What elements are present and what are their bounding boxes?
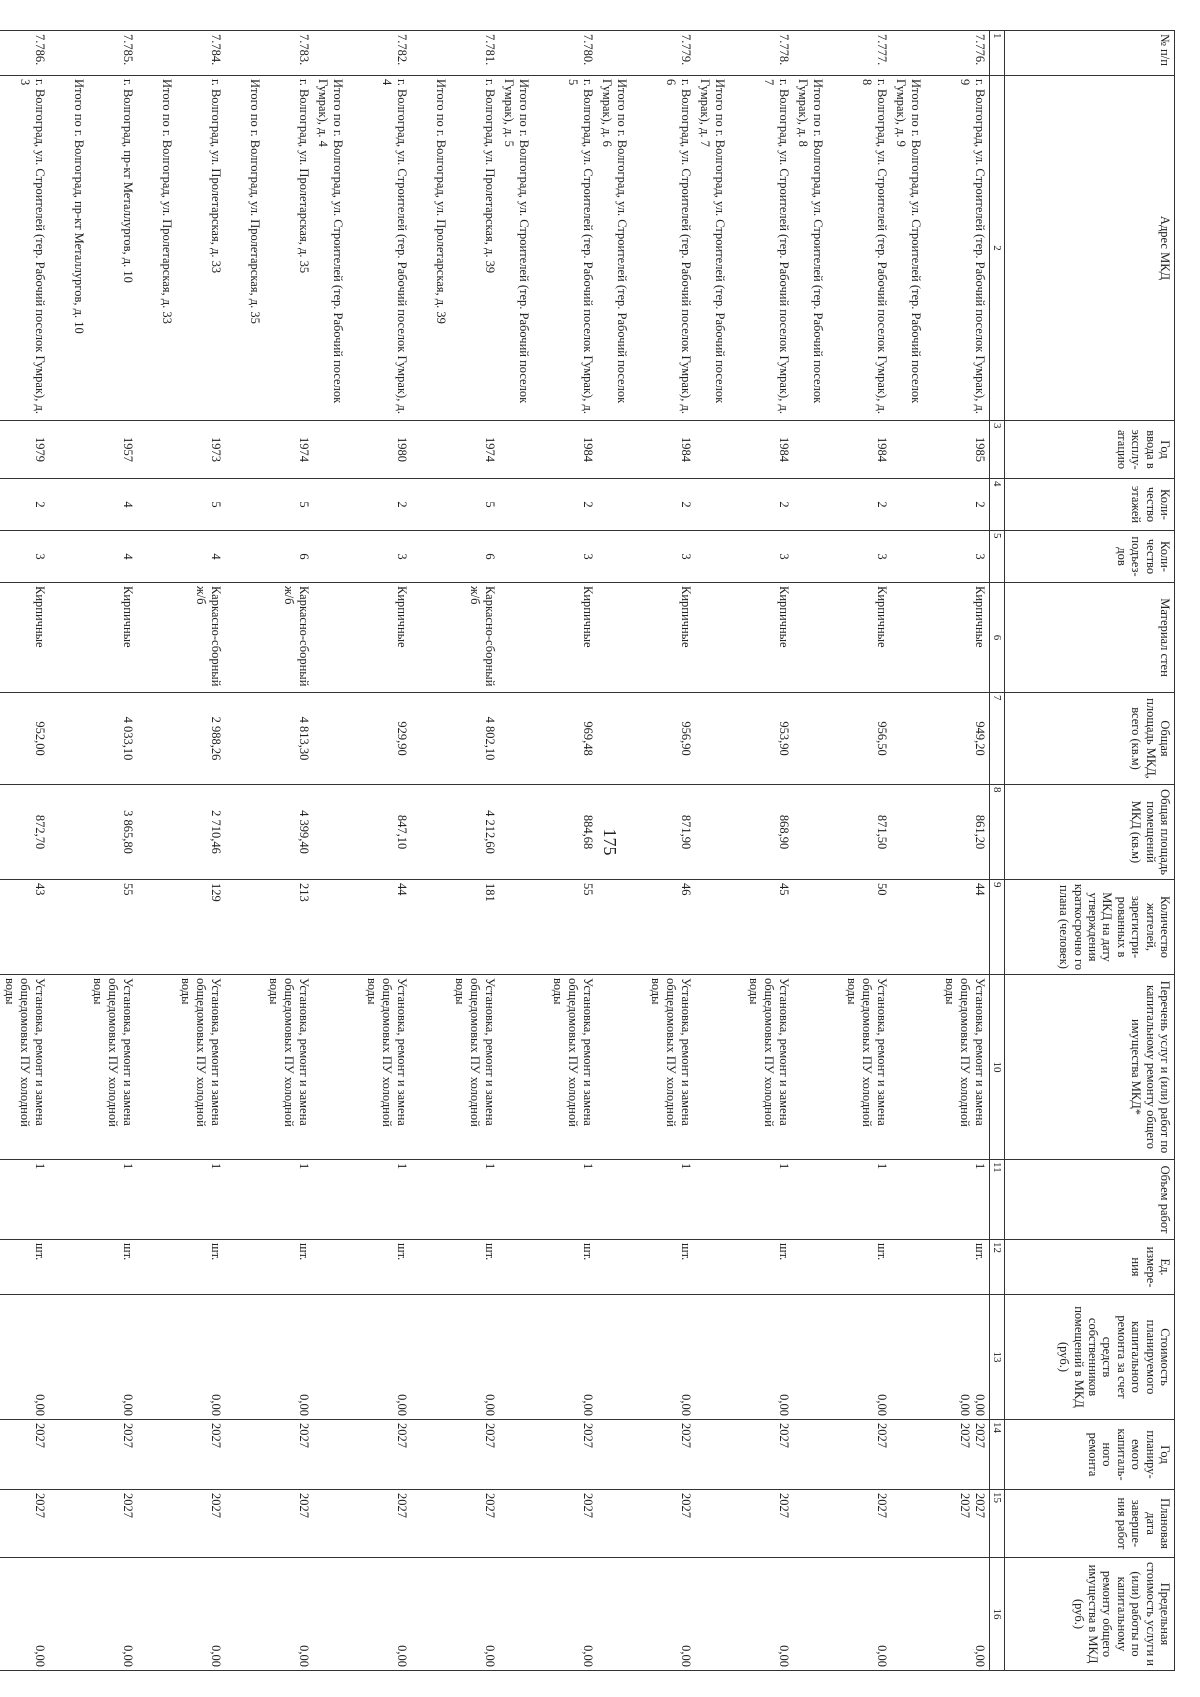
- row-entrances: 3: [891, 531, 990, 583]
- row-limit: 0,00: [225, 1558, 313, 1671]
- row-end-date: 2027: [679, 1493, 693, 1518]
- row-cost-cell: [0, 1295, 49, 1420]
- row-entrances: 3: [313, 531, 411, 583]
- row-total-area: 929,90: [313, 693, 411, 785]
- capital-repair-table: [0, 30, 1175, 1671]
- row-total-label: Итого по г. Волгоград, ул. Пролетарская, д. 35: [248, 79, 262, 324]
- col-header-6: Материал стен: [1005, 583, 1175, 693]
- row-plan-year: 2027: [121, 1423, 135, 1448]
- capital-repair-table-wrapper: [3, 30, 1175, 1670]
- row-volume: 1: [411, 1160, 499, 1240]
- page-number: 175: [600, 828, 620, 856]
- table-body: [0, 31, 990, 1671]
- row-premises-area: 3 865,80: [49, 785, 137, 880]
- row-total-label: Итого по г. Волгоград, ул. Строителей (тер. Рабочий поселок Гумрак), д. 6: [600, 79, 629, 404]
- row-number: 7.786.: [0, 31, 49, 76]
- row-unit: шт.: [411, 1240, 499, 1295]
- row-material: Кирпичные: [499, 583, 597, 693]
- row-work: Установка, ремонт и замена общедомовых ПУ холодной воды: [597, 975, 695, 1160]
- row-premises-area: 4 212,60: [411, 785, 499, 880]
- row-floors: 5: [137, 479, 225, 531]
- col-number-4: 4: [990, 479, 1005, 531]
- row-plan-year: 2027: [679, 1423, 693, 1448]
- table-header: [990, 31, 1175, 1671]
- row-premises-area: 4 399,40: [225, 785, 313, 880]
- row-year: 1973: [137, 421, 225, 479]
- row-limit: 0,00: [137, 1558, 225, 1671]
- row-floors: 2: [313, 479, 411, 531]
- row-material: Каркасно-сборный ж/б: [137, 583, 225, 693]
- row-number: 7.776.: [891, 31, 990, 76]
- row-unit: шт.: [225, 1240, 313, 1295]
- row-address-cell: [499, 76, 597, 421]
- row-total-label: Итого по г. Волгоград, ул. Строителей (тер. Рабочий поселок Гумрак), д. 8: [796, 79, 825, 404]
- row-total-area: 2 988,26: [137, 693, 225, 785]
- row-cost-total: 0,00: [958, 1394, 972, 1416]
- row-volume: 1: [695, 1160, 793, 1240]
- col-number-3: 3: [990, 421, 1005, 479]
- col-header-2: Адрес МКД: [1005, 76, 1175, 421]
- row-address: г. Волгоград, ул. Строителей (тер. Рабочий поселок Гумрак), д. 9: [958, 79, 987, 414]
- row-cost: 0,00: [395, 1394, 409, 1416]
- row-plan-year-cell: [225, 1420, 313, 1490]
- row-plan-year-cell: [49, 1420, 137, 1490]
- row-unit: шт.: [499, 1240, 597, 1295]
- table-row: [499, 31, 597, 1671]
- row-limit: 0,00: [0, 1558, 49, 1671]
- row-end-date-cell: [313, 1490, 411, 1558]
- row-end-date: 2027: [395, 1493, 409, 1518]
- row-residents: 43: [0, 880, 49, 975]
- col-number-14: 14: [990, 1420, 1005, 1490]
- col-number-5: 5: [990, 531, 1005, 583]
- row-premises-area: 872,70: [0, 785, 49, 880]
- row-total-area: 969,48: [499, 693, 597, 785]
- row-cost: 0,00: [973, 1394, 987, 1416]
- row-unit: шт.: [891, 1240, 990, 1295]
- table-row: [695, 31, 793, 1671]
- row-plan-year-total: 2027: [958, 1423, 972, 1448]
- row-volume: 1: [49, 1160, 137, 1240]
- row-cost: 0,00: [777, 1394, 791, 1416]
- row-premises-area: 884,68: [499, 785, 597, 880]
- row-residents: 55: [49, 880, 137, 975]
- row-year: 1974: [411, 421, 499, 479]
- row-number: 7.778.: [695, 31, 793, 76]
- row-volume: 1: [891, 1160, 990, 1240]
- row-number: 7.779.: [597, 31, 695, 76]
- row-work: Установка, ремонт и замена общедомовых ПУ холодной воды: [411, 975, 499, 1160]
- row-end-date-cell: [411, 1490, 499, 1558]
- row-cost: 0,00: [33, 1394, 47, 1416]
- row-plan-year: 2027: [581, 1423, 595, 1448]
- col-number-7: 7: [990, 693, 1005, 785]
- row-end-date: 2027: [483, 1493, 497, 1518]
- row-work: Установка, ремонт и замена общедомовых ПУ холодной воды: [137, 975, 225, 1160]
- row-premises-area: 2 710,46: [137, 785, 225, 880]
- row-address-cell: [695, 76, 793, 421]
- row-address-cell: [597, 76, 695, 421]
- row-number: 7.777.: [793, 31, 891, 76]
- row-address-cell: [225, 76, 313, 421]
- row-plan-year-cell: [597, 1420, 695, 1490]
- row-total-area: 953,90: [695, 693, 793, 785]
- row-entrances: 3: [499, 531, 597, 583]
- row-end-date: 2027: [875, 1493, 889, 1518]
- row-address: г. Волгоград, пр-кт Металлургов, д. 10: [121, 79, 135, 283]
- row-volume: 1: [137, 1160, 225, 1240]
- row-address: г. Волгоград, ул. Строителей (тер. Рабочий поселок Гумрак), д. 4: [380, 79, 409, 414]
- row-volume: 1: [499, 1160, 597, 1240]
- row-unit: шт.: [49, 1240, 137, 1295]
- row-address: г. Волгоград, ул. Строителей (тер. Рабочий поселок Гумрак), д. 5: [566, 79, 595, 414]
- row-premises-area: 847,10: [313, 785, 411, 880]
- row-end-date-cell: [225, 1490, 313, 1558]
- row-end-date-cell: [0, 1490, 49, 1558]
- row-end-date-cell: [49, 1490, 137, 1558]
- row-floors: 2: [597, 479, 695, 531]
- row-limit: 0,00: [499, 1558, 597, 1671]
- row-total-area: 952,00: [0, 693, 49, 785]
- row-material: Каркасно-сборный ж/б: [225, 583, 313, 693]
- row-residents: 129: [137, 880, 225, 975]
- row-cost-cell: [411, 1295, 499, 1420]
- row-end-date: 2027: [121, 1493, 135, 1518]
- row-unit: шт.: [793, 1240, 891, 1295]
- row-entrances: 6: [225, 531, 313, 583]
- table-row: [313, 31, 411, 1671]
- row-year: 1974: [225, 421, 313, 479]
- row-total-area: 949,20: [891, 693, 990, 785]
- row-limit: 0,00: [793, 1558, 891, 1671]
- row-unit: шт.: [695, 1240, 793, 1295]
- row-residents: 45: [695, 880, 793, 975]
- row-total-area: 4 033,10: [49, 693, 137, 785]
- row-floors: 2: [891, 479, 990, 531]
- row-total-label: Итого по г. Волгоград, ул. Пролетарская, д. 39: [434, 79, 448, 324]
- row-address: г. Волгоград, ул. Пролетарская, д. 35: [297, 79, 311, 274]
- row-cost: 0,00: [209, 1394, 223, 1416]
- row-cost: 0,00: [297, 1394, 311, 1416]
- row-cost-cell: [313, 1295, 411, 1420]
- row-material: Кирпичные: [313, 583, 411, 693]
- table-row: [891, 31, 990, 1671]
- row-cost-cell: [793, 1295, 891, 1420]
- row-total-label: Итого по г. Волгоград, ул. Строителей (тер. Рабочий поселок Гумрак), д. 9: [894, 79, 923, 404]
- col-number-10: 10: [990, 975, 1005, 1160]
- row-number: 7.783.: [225, 31, 313, 76]
- table-row: [137, 31, 225, 1671]
- row-residents: 44: [891, 880, 990, 975]
- row-cost: 0,00: [483, 1394, 497, 1416]
- row-total-area: 4 802,10: [411, 693, 499, 785]
- col-header-16: Предельная стоимость услуги и (или) работы по капитальному ремонту общего имущества в МКД (руб.): [1005, 1558, 1175, 1671]
- row-entrances: 3: [695, 531, 793, 583]
- col-header-10: Перечень услуг и (или) работ по капитальному ремонту общего имущества МКД*: [1005, 975, 1175, 1160]
- row-address: г. Волгоград, ул. Строителей (тер. Рабочий поселок Гумрак), д. 3: [18, 79, 47, 414]
- row-cost-cell: [695, 1295, 793, 1420]
- row-work: Установка, ремонт и замена общедомовых ПУ холодной воды: [0, 975, 49, 1160]
- row-cost: 0,00: [875, 1394, 889, 1416]
- col-number-13: 13: [990, 1295, 1005, 1420]
- row-number: 7.785.: [49, 31, 137, 76]
- row-limit: 0,00: [49, 1558, 137, 1671]
- row-plan-year-cell: [695, 1420, 793, 1490]
- row-plan-year: 2027: [33, 1423, 47, 1448]
- row-floors: 2: [0, 479, 49, 531]
- row-year: 1984: [695, 421, 793, 479]
- row-address: г. Волгоград, ул. Пролетарская, д. 39: [483, 79, 497, 274]
- row-total-area: 956,90: [597, 693, 695, 785]
- row-plan-year-cell: [891, 1420, 990, 1490]
- row-cost-cell: [225, 1295, 313, 1420]
- row-volume: 1: [793, 1160, 891, 1240]
- row-residents: 50: [793, 880, 891, 975]
- col-number-1: 1: [990, 31, 1005, 76]
- row-cost: 0,00: [581, 1394, 595, 1416]
- row-plan-year: 2027: [209, 1423, 223, 1448]
- table-row: [0, 31, 49, 1671]
- row-premises-area: 871,50: [793, 785, 891, 880]
- table-row: [411, 31, 499, 1671]
- row-plan-year-cell: [313, 1420, 411, 1490]
- row-total-label: Итого по г. Волгоград, ул. Строителей (тер. Рабочий поселок Гумрак), д. 5: [502, 79, 531, 404]
- row-residents: 46: [597, 880, 695, 975]
- row-end-date-cell: [695, 1490, 793, 1558]
- row-total-label: Итого по г. Волгоград, ул. Пролетарская, д. 33: [160, 79, 174, 324]
- row-address-cell: [411, 76, 499, 421]
- row-end-date: 2027: [581, 1493, 595, 1518]
- row-plan-year-cell: [137, 1420, 225, 1490]
- row-plan-year: 2027: [875, 1423, 889, 1448]
- table-row: [597, 31, 695, 1671]
- row-end-date-total: 2027: [958, 1493, 972, 1518]
- row-floors: 5: [225, 479, 313, 531]
- row-address-cell: [0, 76, 49, 421]
- row-end-date-cell: [137, 1490, 225, 1558]
- row-material: Кирпичные: [695, 583, 793, 693]
- row-number: 7.781.: [411, 31, 499, 76]
- row-floors: 2: [499, 479, 597, 531]
- row-address: г. Волгоград, ул. Строителей (тер. Рабочий поселок Гумрак), д. 6: [664, 79, 693, 414]
- row-end-date: 2027: [209, 1493, 223, 1518]
- row-volume: 1: [225, 1160, 313, 1240]
- row-residents: 181: [411, 880, 499, 975]
- row-premises-area: 861,20: [891, 785, 990, 880]
- row-material: Кирпичные: [0, 583, 49, 693]
- row-residents: 213: [225, 880, 313, 975]
- row-unit: шт.: [137, 1240, 225, 1295]
- row-year: 1957: [49, 421, 137, 479]
- col-header-14: Год планиру-емого капиталь-ного ремонта: [1005, 1420, 1175, 1490]
- col-header-8: Общая площадь помещений МКД (кв.м): [1005, 785, 1175, 880]
- row-limit: 0,00: [597, 1558, 695, 1671]
- col-number-12: 12: [990, 1240, 1005, 1295]
- col-number-6: 6: [990, 583, 1005, 693]
- row-limit: 0,00: [695, 1558, 793, 1671]
- row-work: Установка, ремонт и замена общедомовых ПУ холодной воды: [49, 975, 137, 1160]
- row-plan-year: 2027: [395, 1423, 409, 1448]
- row-cost-cell: [137, 1295, 225, 1420]
- col-header-15: Плановая дата заверше-ния работ: [1005, 1490, 1175, 1558]
- col-number-8: 8: [990, 785, 1005, 880]
- row-address-cell: [891, 76, 990, 421]
- col-header-7: Общая площадь МКД, всего (кв.м): [1005, 693, 1175, 785]
- row-premises-area: 871,90: [597, 785, 695, 880]
- row-year: 1980: [313, 421, 411, 479]
- row-end-date-cell: [891, 1490, 990, 1558]
- row-year: 1984: [793, 421, 891, 479]
- col-header-12: Ед. измере-ния: [1005, 1240, 1175, 1295]
- row-material: Каркасно-сборный ж/б: [411, 583, 499, 693]
- row-floors: 4: [49, 479, 137, 531]
- row-volume: 1: [0, 1160, 49, 1240]
- row-year: 1984: [499, 421, 597, 479]
- row-year: 1984: [597, 421, 695, 479]
- row-entrances: 4: [137, 531, 225, 583]
- row-cost: 0,00: [121, 1394, 135, 1416]
- row-cost-cell: [891, 1295, 990, 1420]
- row-work: Установка, ремонт и замена общедомовых ПУ холодной воды: [225, 975, 313, 1160]
- row-total-label: Итого по г. Волгоград, ул. Строителей (тер. Рабочий поселок Гумрак), д. 7: [698, 79, 727, 404]
- row-year: 1985: [891, 421, 990, 479]
- column-numbers-row: [990, 31, 1005, 1671]
- row-plan-year: 2027: [297, 1423, 311, 1448]
- row-residents: 44: [313, 880, 411, 975]
- row-address-cell: [49, 76, 137, 421]
- row-work: Установка, ремонт и замена общедомовых ПУ холодной воды: [499, 975, 597, 1160]
- row-limit: 0,00: [411, 1558, 499, 1671]
- row-address: г. Волгоград, ул. Пролетарская, д. 33: [209, 79, 223, 274]
- col-header-9: Количество жителей, зарегистри-рованных в МКД на дату утверждения краткосрочно го плана (человек): [1005, 880, 1175, 975]
- row-plan-year: 2027: [483, 1423, 497, 1448]
- row-floors: 2: [793, 479, 891, 531]
- row-unit: шт.: [597, 1240, 695, 1295]
- row-entrances: 3: [793, 531, 891, 583]
- col-header-3: Год ввода в эксплу-атацию: [1005, 421, 1175, 479]
- row-total-label: Итого по г. Волгоград, ул. Строителей (тер. Рабочий поселок Гумрак), д. 4: [316, 79, 345, 404]
- row-entrances: 6: [411, 531, 499, 583]
- row-material: Кирпичные: [793, 583, 891, 693]
- col-header-1: № п/п: [1005, 31, 1175, 76]
- col-header-4: Коли-чество этажей: [1005, 479, 1175, 531]
- table-row: [49, 31, 137, 1671]
- row-work: Установка, ремонт и замена общедомовых ПУ холодной воды: [313, 975, 411, 1160]
- row-material: Кирпичные: [891, 583, 990, 693]
- col-number-9: 9: [990, 880, 1005, 975]
- col-header-5: Коли-чество подъез-дов: [1005, 531, 1175, 583]
- row-cost-cell: [499, 1295, 597, 1420]
- row-plan-year-cell: [499, 1420, 597, 1490]
- row-entrances: 4: [49, 531, 137, 583]
- col-header-11: Объем работ: [1005, 1160, 1175, 1240]
- row-entrances: 3: [0, 531, 49, 583]
- row-end-date-cell: [793, 1490, 891, 1558]
- row-work: Установка, ремонт и замена общедомовых ПУ холодной воды: [793, 975, 891, 1160]
- row-plan-year-cell: [411, 1420, 499, 1490]
- row-work: Установка, ремонт и замена общедомовых ПУ холодной воды: [695, 975, 793, 1160]
- col-number-11: 11: [990, 1160, 1005, 1240]
- row-end-date-cell: [597, 1490, 695, 1558]
- row-material: Кирпичные: [597, 583, 695, 693]
- row-year: 1979: [0, 421, 49, 479]
- row-total-area: 956,50: [793, 693, 891, 785]
- row-plan-year-cell: [0, 1420, 49, 1490]
- table-row: [793, 31, 891, 1671]
- row-floors: 2: [695, 479, 793, 531]
- row-end-date: 2027: [33, 1493, 47, 1518]
- row-plan-year: 2027: [777, 1423, 791, 1448]
- row-entrances: 3: [597, 531, 695, 583]
- row-cost-cell: [49, 1295, 137, 1420]
- row-cost-cell: [597, 1295, 695, 1420]
- col-header-13: Стоимость планируемого капитального ремонта за счет средств собственников помещений в МКД (руб.): [1005, 1295, 1175, 1420]
- row-unit: шт.: [0, 1240, 49, 1295]
- row-number: 7.782.: [313, 31, 411, 76]
- row-residents: 55: [499, 880, 597, 975]
- col-number-2: 2: [990, 76, 1005, 421]
- row-limit: 0,00: [313, 1558, 411, 1671]
- row-end-date: 2027: [297, 1493, 311, 1518]
- row-address: г. Волгоград, ул. Строителей (тер. Рабочий поселок Гумрак), д. 7: [762, 79, 791, 414]
- row-volume: 1: [313, 1160, 411, 1240]
- row-total-area: 4 813,30: [225, 693, 313, 785]
- row-number: 7.780.: [499, 31, 597, 76]
- row-total-label: Итого по г. Волгоград, пр-кт Металлургов, д. 10: [72, 79, 86, 334]
- table-row: [225, 31, 313, 1671]
- row-premises-area: 868,90: [695, 785, 793, 880]
- row-limit: 0,00: [891, 1558, 990, 1671]
- row-end-date-cell: [499, 1490, 597, 1558]
- row-unit: шт.: [313, 1240, 411, 1295]
- row-end-date: 2027: [777, 1493, 791, 1518]
- row-material: Кирпичные: [49, 583, 137, 693]
- col-number-15: 15: [990, 1490, 1005, 1558]
- row-address-cell: [793, 76, 891, 421]
- row-number: 7.784.: [137, 31, 225, 76]
- row-address: г. Волгоград, ул. Строителей (тер. Рабочий поселок Гумрак), д. 8: [860, 79, 889, 414]
- row-cost: 0,00: [679, 1394, 693, 1416]
- row-plan-year: 2027: [973, 1423, 987, 1448]
- row-volume: 1: [597, 1160, 695, 1240]
- col-number-16: 16: [990, 1558, 1005, 1671]
- row-floors: 5: [411, 479, 499, 531]
- row-address-cell: [137, 76, 225, 421]
- row-plan-year-cell: [793, 1420, 891, 1490]
- row-end-date: 2027: [973, 1493, 987, 1518]
- row-work: Установка, ремонт и замена общедомовых ПУ холодной воды: [891, 975, 990, 1160]
- row-address-cell: [313, 76, 411, 421]
